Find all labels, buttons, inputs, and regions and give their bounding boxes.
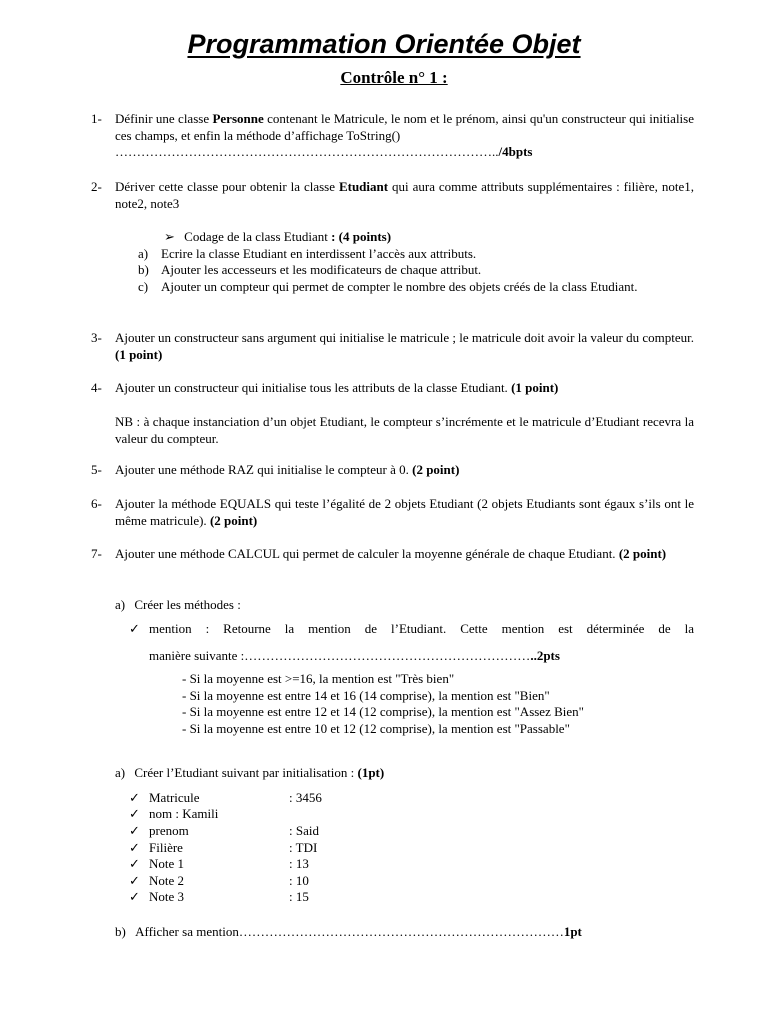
question-number: 4- (91, 380, 102, 395)
field-name: Note 1 (149, 856, 185, 871)
mention-item (129, 621, 694, 664)
question-6 (91, 496, 694, 529)
text: Ajouter la méthode EQUALS qui teste l’égalité de 2 objets Etudiant (2 objets Etudiants sont égaux s’ils ont le même matricule). (115, 496, 694, 528)
text: Ajouter une méthode RAZ qui initialise le compteur à 0. (115, 462, 413, 477)
list-item (138, 279, 694, 296)
field-name: Filière (149, 840, 183, 855)
question-number: 2- (91, 179, 102, 194)
grade-rules (182, 671, 682, 737)
class-name: Etudiant (338, 179, 389, 194)
dots: …………………………………………………………………………….. (115, 144, 499, 160)
points: (2 point) (618, 546, 667, 561)
field-name: Matricule (149, 790, 200, 805)
question-text (115, 496, 694, 529)
points: (2 point) (412, 462, 460, 477)
field-value: : 3456 (289, 790, 322, 805)
checkmark-icon: ✓ (129, 856, 140, 871)
init-row (129, 889, 429, 906)
text: Codage de la class Etudiant (184, 229, 332, 244)
question-number: 6- (91, 496, 102, 511)
text: Définir une classe (115, 111, 213, 126)
mention-text (149, 621, 694, 664)
points: (1 point) (511, 380, 559, 395)
item-text: Créer les méthodes : (134, 597, 241, 612)
question-4 (91, 380, 694, 397)
question-7 (91, 546, 694, 563)
question-text (115, 111, 694, 161)
init-row (129, 840, 429, 857)
item-text: Créer l’Etudiant suivant par initialisation : (134, 765, 358, 780)
points: ..2pts (530, 647, 560, 663)
text: Ajouter un constructeur qui initialise tous les attributs de la classe Etudiant. (115, 380, 512, 395)
checkmark-icon: ✓ (129, 621, 140, 636)
arrow-icon: ➢ (164, 229, 175, 244)
question-number: 1- (91, 111, 102, 126)
checkmark-icon: ✓ (129, 840, 140, 855)
grade-rule: - Si la moyenne est entre 12 et 14 (12 comprise), la mention est "Assez Bien" (182, 704, 584, 720)
item-text: Ecrire la classe Etudiant en interdissent l’accès aux attributs. (161, 246, 477, 261)
field-value: : 13 (289, 856, 309, 871)
init-row (129, 856, 429, 873)
list-item (138, 262, 694, 279)
question-text (115, 546, 694, 563)
text: contenant le Matricule, le nom et le prénom, ainsi qu'un constructeur qui initialise ces champs, et enfin la méthode d’affichage ToString() (115, 111, 694, 143)
field-name: Note 2 (149, 873, 185, 888)
checkmark-icon: ✓ (129, 873, 140, 888)
checkmark-icon: ✓ (129, 823, 140, 838)
points: (1pt) (357, 765, 385, 780)
field-value: : Said (289, 823, 319, 838)
item-label: a) (115, 765, 126, 780)
grade-rule: - Si la moyenne est >=16, la mention est "Très bien" (182, 671, 455, 686)
points: : (4 points) (331, 229, 392, 244)
points: /4bpts (498, 144, 533, 160)
points: (1 point) (115, 346, 163, 362)
page-subtitle: Contrôle n° 1 : (340, 68, 448, 87)
question-1 (91, 111, 694, 161)
question-2 (91, 179, 694, 212)
init-row (129, 790, 429, 807)
question-number: 3- (91, 330, 102, 345)
points: (2 point) (209, 512, 258, 528)
sub-item-a2 (115, 765, 384, 782)
nb-text: NB : à chaque instanciation d’un objet Etudiant, le compteur s’incrémente et le matricule d’Etudiant recevra la valeur du compteur. (115, 414, 694, 446)
checkmark-icon: ✓ (129, 889, 140, 904)
question-text (115, 179, 694, 212)
item-text: Ajouter les accesseurs et les modificateurs de chaque attribut. (161, 262, 482, 277)
item-label: c) (138, 279, 149, 294)
note-block (91, 414, 694, 447)
init-row (129, 873, 429, 890)
field-value: : TDI (289, 840, 318, 855)
init-row (129, 806, 429, 823)
grade-rule: - Si la moyenne est entre 14 et 16 (14 comprise), la mention est "Bien" (182, 687, 550, 703)
item-label: b) (115, 924, 126, 939)
item-label: a) (115, 597, 126, 612)
question-text (115, 330, 694, 363)
class-name: Personne (212, 111, 264, 126)
text: Dériver cette classe pour obtenir la classe (115, 179, 339, 194)
question-number: 7- (91, 546, 102, 561)
grade-rule: - Si la moyenne est entre 10 et 12 (12 comprise), la mention est "Passable" (182, 720, 570, 736)
checkmark-icon: ✓ (129, 806, 140, 821)
field-name: nom : Kamili (149, 806, 219, 821)
item-label: b) (138, 262, 149, 277)
text: Ajouter un constructeur sans argument qui initialise le matricule ; le matricule doit avoir la valeur du compteur. (115, 330, 694, 345)
init-row (129, 823, 429, 840)
field-value: : 10 (289, 873, 309, 888)
question-number: 5- (91, 462, 102, 477)
item-text: Ajouter un compteur qui permet de compter le nombre des objets créés de la class Etudiant. (161, 279, 638, 294)
question-text (115, 380, 694, 397)
text: Ajouter une méthode CALCUL qui permet de calculer la moyenne générale de chaque Etudiant. (115, 546, 619, 561)
field-value: : 15 (289, 889, 309, 904)
sub-item-b (115, 924, 582, 941)
question-text (115, 462, 694, 479)
list-item (138, 246, 694, 263)
text: qui aura comme attributs supplémentaires : filière, note1, note2, note3 (115, 179, 694, 211)
text: manière suivante :………………………………………………………… (149, 647, 531, 663)
field-name: prenom (149, 823, 189, 838)
text: mention : Retourne la mention de l’Etudiant. Cette mention est déterminée de la (149, 621, 694, 636)
codage-heading (164, 229, 694, 246)
question-5 (91, 462, 694, 479)
checkmark-icon: ✓ (129, 790, 140, 805)
item-text: Afficher sa mention………………………………………………………………… (135, 924, 564, 939)
question-3 (91, 330, 694, 363)
sub-item-a (115, 597, 241, 614)
page-title: Programmation Orientée Objet (187, 29, 581, 59)
item-label: a) (138, 246, 149, 261)
points: 1pt (563, 924, 582, 939)
field-name: Note 3 (149, 889, 185, 904)
